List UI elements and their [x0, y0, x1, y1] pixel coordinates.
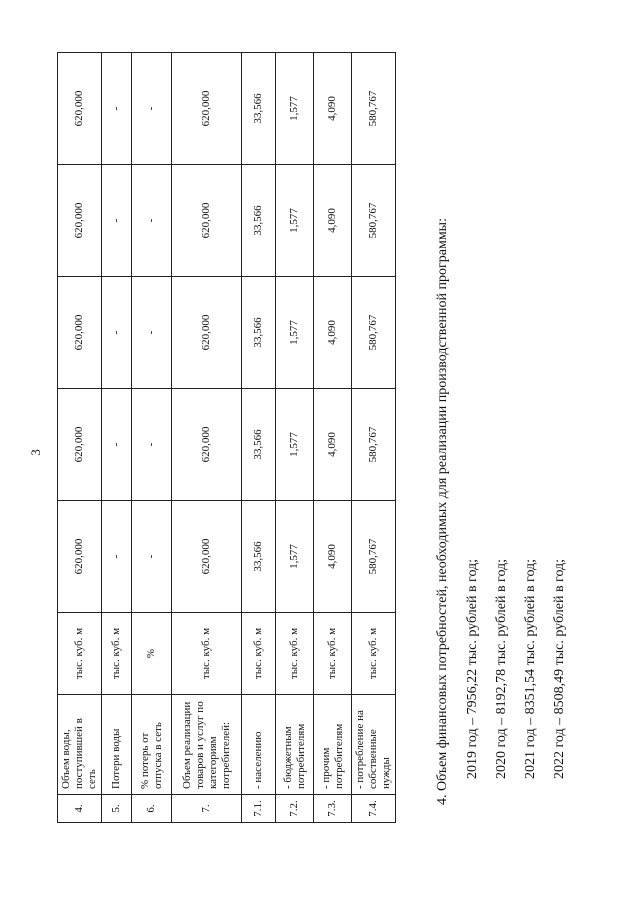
row-value: 620,000 — [172, 165, 242, 277]
row-value: 580,767 — [352, 277, 396, 389]
row-value: 4,090 — [314, 53, 352, 165]
row-value: 1,577 — [276, 501, 314, 613]
row-value: 4,090 — [314, 389, 352, 501]
financial-needs-section — [435, 45, 581, 805]
row-unit: тыс. куб. м — [242, 613, 276, 695]
table-row — [242, 53, 276, 823]
row-value: 33,566 — [242, 53, 276, 165]
row-unit: тыс. куб. м — [58, 613, 102, 695]
row-value: 580,767 — [352, 389, 396, 501]
row-value: - — [132, 165, 172, 277]
table-row — [352, 53, 396, 823]
year-line: 2021 год – 8351,54 тыс. рублей в год; — [523, 558, 538, 779]
row-value: 1,577 — [276, 277, 314, 389]
row-value: - — [102, 277, 132, 389]
row-value: 620,000 — [172, 53, 242, 165]
year-line: 2020 год – 8192,78 тыс. рублей в год; — [494, 558, 509, 779]
row-value: 33,566 — [242, 277, 276, 389]
year-lines — [465, 45, 568, 805]
row-name: Объем воды, поступившей в сеть — [58, 695, 102, 795]
row-value: 4,090 — [314, 277, 352, 389]
row-value: 620,000 — [58, 277, 102, 389]
row-value: 620,000 — [58, 165, 102, 277]
row-value: 620,000 — [58, 501, 102, 613]
row-name: Потери воды — [102, 695, 132, 795]
row-value: - — [132, 53, 172, 165]
row-value: - — [102, 53, 132, 165]
row-value: 620,000 — [58, 389, 102, 501]
row-name: Объем реализации товаров и услуг по категориям потребителей: — [172, 695, 242, 795]
row-number: 7.3. — [314, 795, 352, 823]
row-number: 7.1. — [242, 795, 276, 823]
row-name: - населению — [242, 695, 276, 795]
row-value: 620,000 — [172, 277, 242, 389]
row-unit: тыс. куб. м — [352, 613, 396, 695]
row-value: 33,566 — [242, 501, 276, 613]
row-value: 1,577 — [276, 53, 314, 165]
row-value: - — [102, 501, 132, 613]
row-number: 7.2. — [276, 795, 314, 823]
year-line: 2022 год – 8508,49 тыс. рублей в год; — [552, 558, 567, 779]
table-row — [132, 53, 172, 823]
table-row — [102, 53, 132, 823]
table-body — [58, 53, 396, 823]
table-row — [172, 53, 242, 823]
row-value: - — [102, 165, 132, 277]
row-name: - потребление на собственные нужды — [352, 695, 396, 795]
row-number: 6. — [132, 795, 172, 823]
section-heading: 4. Объем финансовых потребностей, необходимых для реализации производственной программы: — [435, 218, 450, 805]
table-row — [276, 53, 314, 823]
row-value: 4,090 — [314, 501, 352, 613]
row-number: 5. — [102, 795, 132, 823]
row-unit: тыс. куб. м — [172, 613, 242, 695]
row-value: - — [102, 389, 132, 501]
row-value: - — [132, 277, 172, 389]
row-value: 4,090 — [314, 165, 352, 277]
page-number: 3 — [28, 449, 43, 456]
row-value: 580,767 — [352, 165, 396, 277]
row-number: 7. — [172, 795, 242, 823]
table-row — [58, 53, 102, 823]
table-row — [314, 53, 352, 823]
row-unit: тыс. куб. м — [314, 613, 352, 695]
row-value: - — [132, 501, 172, 613]
production-table — [57, 52, 396, 823]
row-value: 580,767 — [352, 53, 396, 165]
row-number: 4. — [58, 795, 102, 823]
row-value: 33,566 — [242, 389, 276, 501]
row-name: % потерь от отпуска в сеть — [132, 695, 172, 795]
year-line: 2019 год – 7956,22 тыс. рублей в год; — [465, 558, 480, 779]
row-unit: тыс. куб. м — [102, 613, 132, 695]
row-unit: % — [132, 613, 172, 695]
row-value: 1,577 — [276, 165, 314, 277]
row-number: 7.4. — [352, 795, 396, 823]
row-value: 620,000 — [58, 53, 102, 165]
row-unit: тыс. куб. м — [276, 613, 314, 695]
row-value: 580,767 — [352, 501, 396, 613]
row-value: 620,000 — [172, 501, 242, 613]
row-name: - прочим потребителям — [314, 695, 352, 795]
row-value: - — [132, 389, 172, 501]
row-value: 1,577 — [276, 389, 314, 501]
row-value: 33,566 — [242, 165, 276, 277]
row-value: 620,000 — [172, 389, 242, 501]
row-name: - бюджетным потребителям — [276, 695, 314, 795]
